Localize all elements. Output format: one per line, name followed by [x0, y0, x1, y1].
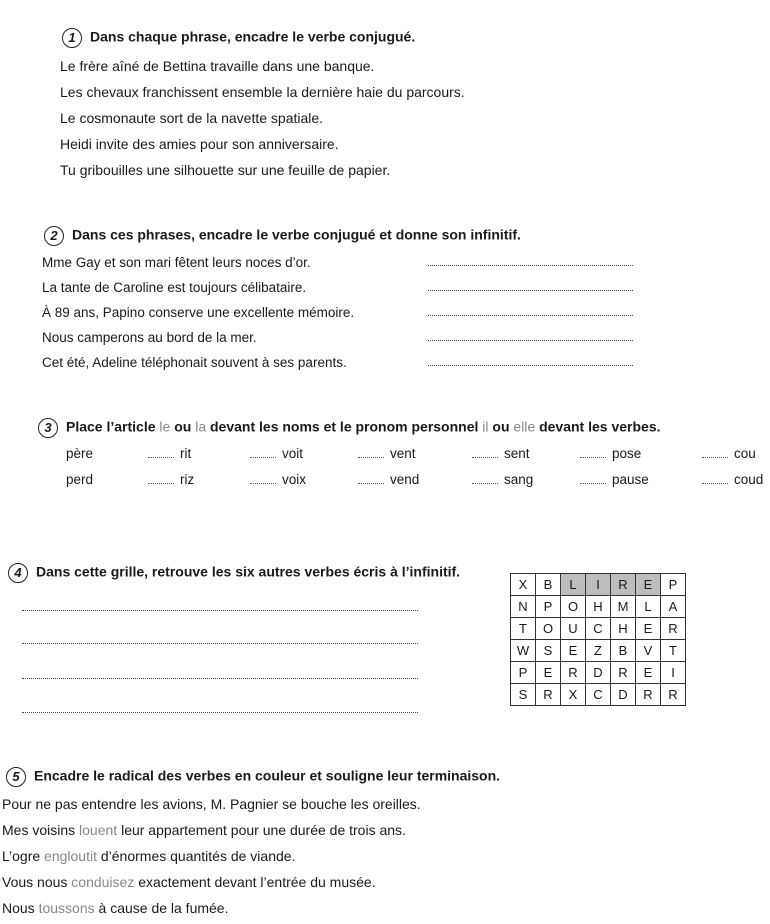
grid-cell[interactable]: H	[586, 596, 611, 618]
grid-cell-highlighted[interactable]: R	[611, 574, 636, 596]
ex3-item: voit	[250, 446, 303, 461]
ex3-item: riz	[148, 472, 194, 487]
blank[interactable]	[148, 457, 174, 458]
answer-line[interactable]	[428, 265, 633, 266]
grid-cell[interactable]: R	[661, 618, 686, 640]
blank[interactable]	[358, 483, 384, 484]
ex3-item: rit	[148, 446, 191, 461]
ex1-sentence: Le cosmonaute sort de la navette spatiale.	[60, 110, 324, 126]
ex5-sentence: Mes voisins louent leur appartement pour une durée de trois ans.	[2, 822, 406, 838]
grid-cell[interactable]: V	[636, 640, 661, 662]
grid-cell[interactable]: D	[611, 684, 636, 706]
grid-cell[interactable]: T	[661, 640, 686, 662]
grid-cell[interactable]: L	[636, 596, 661, 618]
ex2-sentence: À 89 ans, Papino conserve une excellente mémoire.	[42, 305, 355, 320]
answer-line[interactable]	[428, 365, 633, 366]
exercise-1-title: Dans chaque phrase, encadre le verbe conjugué.	[90, 28, 416, 45]
exercise-1-heading	[62, 28, 415, 48]
ex2-sentence: Cet été, Adeline téléphonait souvent à ses parents.	[42, 355, 347, 370]
grid-cell[interactable]: E	[561, 640, 586, 662]
grid-cell[interactable]: E	[636, 618, 661, 640]
ex5-verb: se bouche	[282, 796, 347, 812]
grid-cell[interactable]: N	[511, 596, 536, 618]
ex3-item: cou	[702, 446, 756, 461]
ex5-sentence: Nous toussons à cause de la fumée.	[2, 900, 229, 916]
ex3-item: pose	[580, 446, 641, 461]
grid-cell[interactable]: U	[561, 618, 586, 640]
grid-cell-highlighted[interactable]: E	[636, 574, 661, 596]
answer-line[interactable]	[428, 315, 633, 316]
grid-cell[interactable]: R	[536, 684, 561, 706]
ex3-item: sang	[472, 472, 533, 487]
ex5-sentence: L’ogre engloutit d’énormes quantités de viande.	[2, 848, 296, 864]
ex3-item: pause	[580, 472, 649, 487]
ex3-item: voix	[250, 472, 306, 487]
grid-cell[interactable]: E	[536, 662, 561, 684]
ex5-sentence: Pour ne pas entendre les avions, M. Pagnier se bouche les oreilles.	[2, 796, 421, 812]
grid-cell[interactable]: R	[661, 684, 686, 706]
answer-line[interactable]	[428, 340, 633, 341]
ex2-sentence: Nous camperons au bord de la mer.	[42, 330, 257, 345]
grid-cell[interactable]: S	[536, 640, 561, 662]
blank[interactable]	[702, 483, 728, 484]
exercise-2-heading	[44, 226, 521, 246]
exercise-2-title: Dans ces phrases, encadre le verbe conjugué et donne son infinitif.	[72, 226, 521, 243]
grid-cell[interactable]: P	[661, 574, 686, 596]
grid-cell[interactable]: D	[586, 662, 611, 684]
blank[interactable]	[472, 457, 498, 458]
grid-cell[interactable]: H	[611, 618, 636, 640]
exercise-5-title: Encadre le radical des verbes en couleur et souligne leur terminaison.	[34, 767, 501, 784]
exercise-3-heading: 3 Place l’article le ou la devant les noms et le pronom personnel il ou elle devant les verbes.	[38, 418, 661, 438]
grid-cell[interactable]: W	[511, 640, 536, 662]
ex1-sentence: Tu gribouilles une silhouette sur une feuille de papier.	[60, 162, 391, 178]
blank[interactable]	[580, 483, 606, 484]
ex5-verb: louent	[79, 822, 118, 838]
grid-cell[interactable]: P	[511, 662, 536, 684]
grid-cell[interactable]: M	[611, 596, 636, 618]
answer-line[interactable]	[22, 610, 418, 611]
exercise-number-badge: 5	[6, 767, 26, 787]
blank[interactable]	[250, 457, 276, 458]
grid-cell[interactable]: S	[511, 684, 536, 706]
ex2-sentence: La tante de Caroline est toujours célibataire.	[42, 280, 307, 295]
grid-cell[interactable]: O	[561, 596, 586, 618]
ex5-verb: conduisez	[71, 874, 135, 890]
ex3-word: perd	[66, 472, 94, 487]
grid-cell[interactable]: C	[586, 684, 611, 706]
ex5-verb: engloutit	[44, 848, 97, 864]
blank[interactable]	[148, 483, 174, 484]
grid-cell[interactable]: X	[511, 574, 536, 596]
grid-cell[interactable]: E	[636, 662, 661, 684]
grid-cell[interactable]: I	[661, 662, 686, 684]
grid-cell[interactable]: R	[636, 684, 661, 706]
grid-cell[interactable]: R	[611, 662, 636, 684]
answer-line[interactable]	[22, 678, 418, 679]
ex3-item: coud	[702, 472, 763, 487]
ex3-word: père	[66, 446, 94, 461]
grid-cell[interactable]: C	[586, 618, 611, 640]
exercise-4-heading	[8, 563, 460, 583]
grid-cell[interactable]: B	[536, 574, 561, 596]
grid-cell[interactable]: A	[661, 596, 686, 618]
grid-cell[interactable]: O	[536, 618, 561, 640]
grid-cell[interactable]: X	[561, 684, 586, 706]
blank[interactable]	[250, 483, 276, 484]
ex1-sentence: Heidi invite des amies pour son anniversaire.	[60, 136, 339, 152]
blank[interactable]	[580, 457, 606, 458]
grid-cell[interactable]: R	[561, 662, 586, 684]
grid-cell[interactable]: Z	[586, 640, 611, 662]
grid-cell-highlighted[interactable]: I	[586, 574, 611, 596]
ex5-verb: toussons	[38, 900, 95, 916]
blank[interactable]	[358, 457, 384, 458]
ex2-sentence: Mme Gay et son mari fêtent leurs noces d’or.	[42, 255, 311, 270]
exercise-4-title: Dans cette grille, retrouve les six autres verbes écris à l’infinitif.	[36, 563, 461, 580]
exercise-number-badge: 2	[44, 226, 64, 246]
grid-cell-highlighted[interactable]: L	[561, 574, 586, 596]
blank[interactable]	[472, 483, 498, 484]
ex3-item: vend	[358, 472, 419, 487]
ex5-sentence: Vous nous conduisez exactement devant l’entrée du musée.	[2, 874, 376, 890]
grid-cell[interactable]: P	[536, 596, 561, 618]
exercise-5-heading	[6, 767, 500, 787]
ex3-item: sent	[472, 446, 530, 461]
answer-line[interactable]	[428, 290, 633, 291]
ex1-sentence: Le frère aîné de Bettina travaille dans une banque.	[60, 58, 375, 74]
answer-line[interactable]	[22, 712, 418, 713]
ex1-sentence: Les chevaux franchissent ensemble la dernière haie du parcours.	[60, 84, 465, 100]
exercise-number-badge: 3	[38, 418, 58, 438]
answer-line[interactable]	[22, 643, 418, 644]
grid-cell[interactable]: T	[511, 618, 536, 640]
exercise-number-badge: 4	[8, 563, 28, 583]
blank[interactable]	[702, 457, 728, 458]
grid-cell[interactable]: B	[611, 640, 636, 662]
ex3-item: vent	[358, 446, 416, 461]
word-search-grid	[510, 573, 686, 706]
exercise-number-badge: 1	[62, 28, 82, 48]
